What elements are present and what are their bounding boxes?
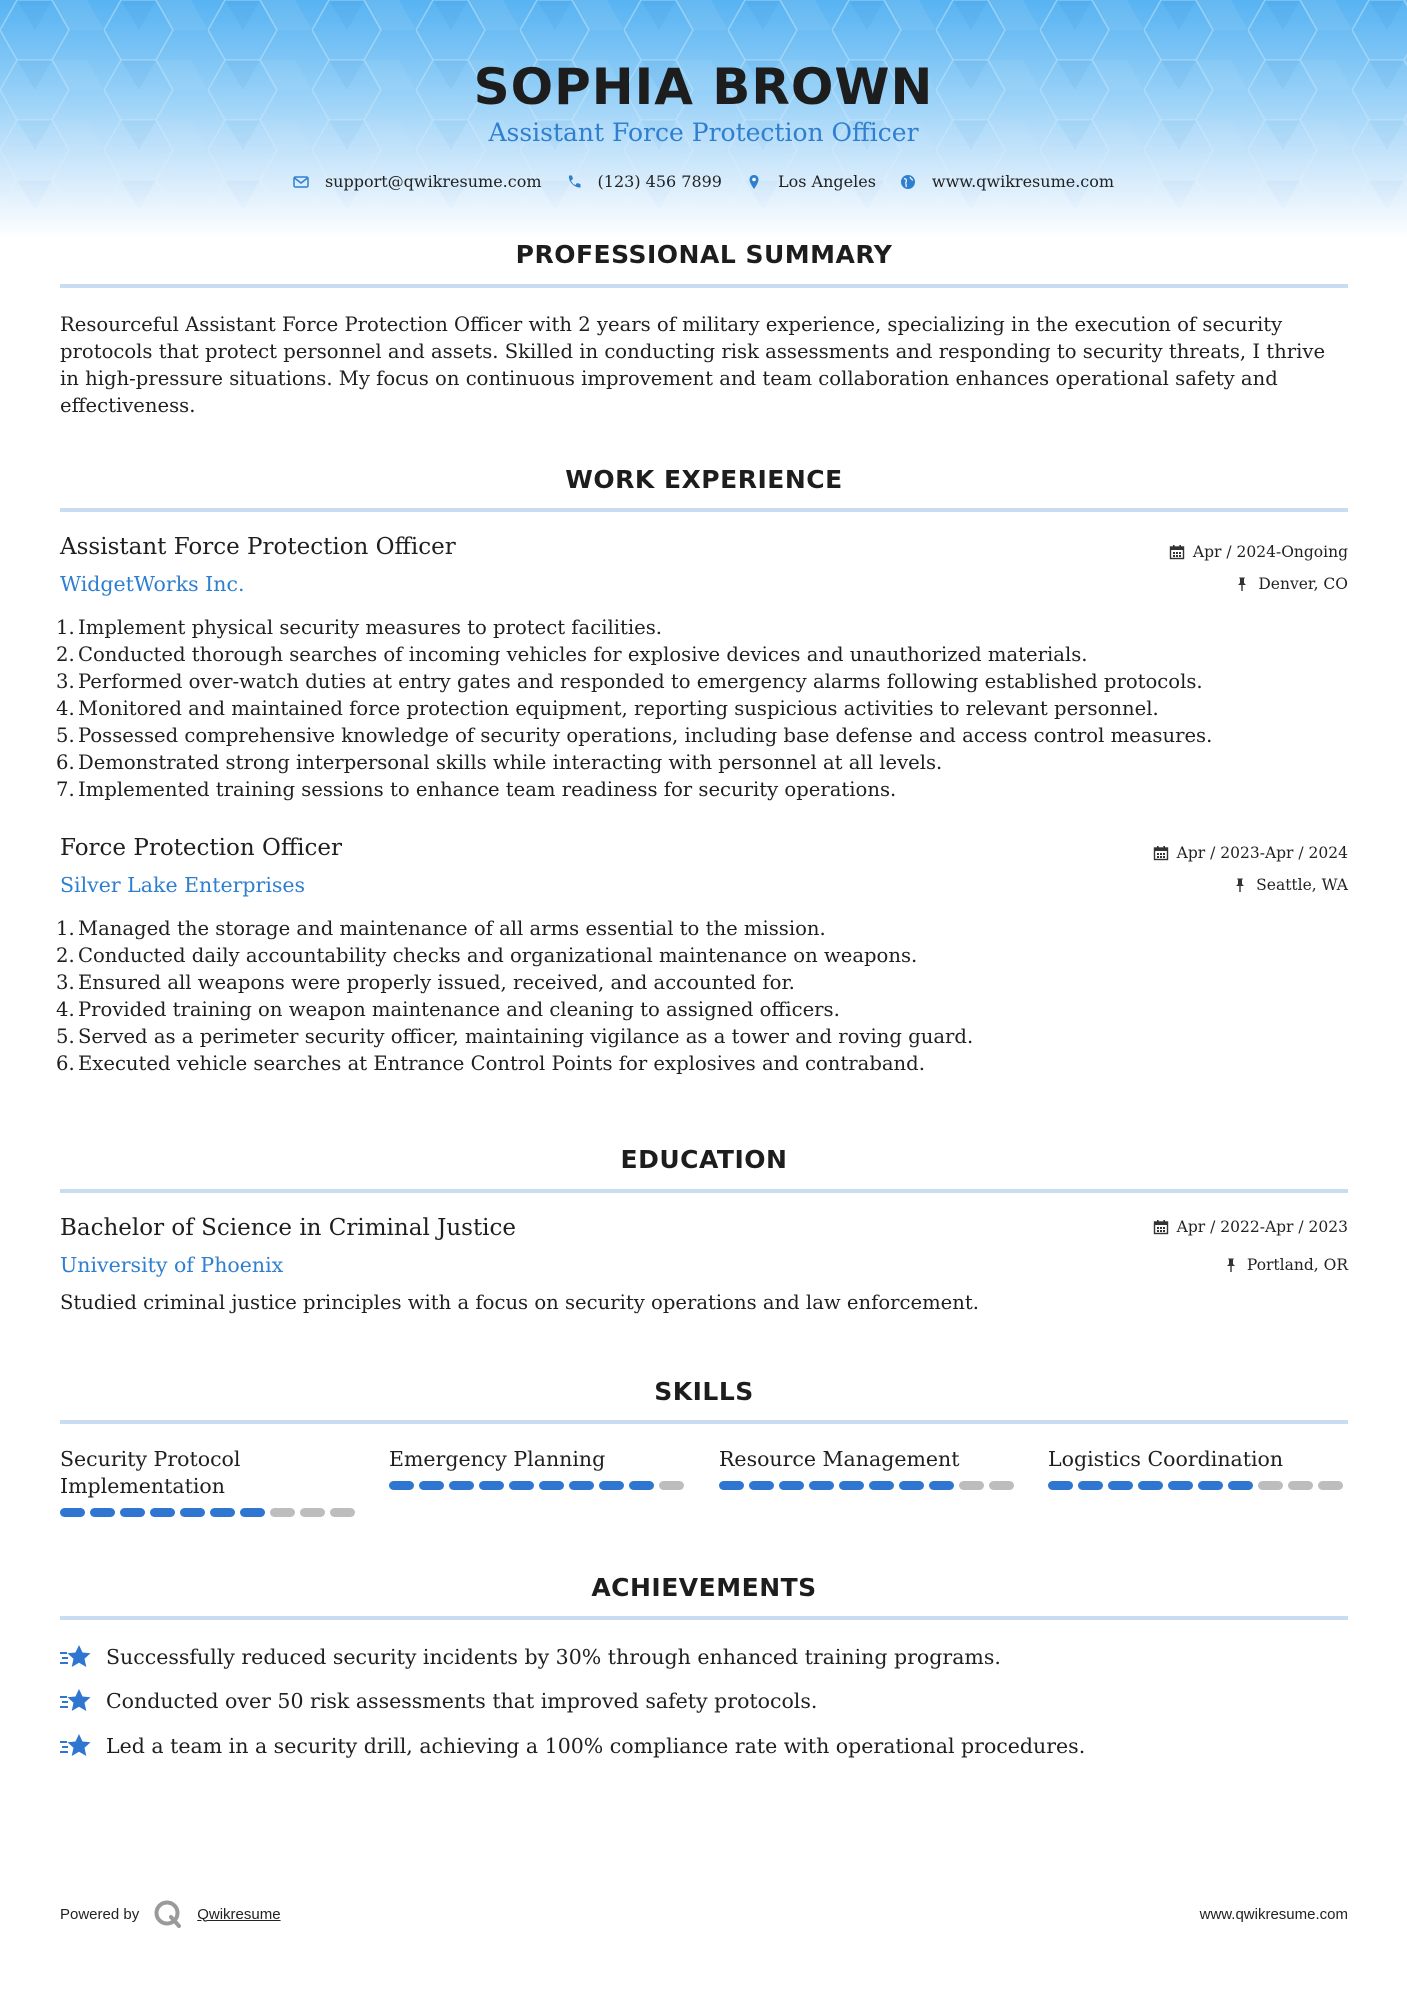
skill-segment-filled bbox=[539, 1481, 564, 1490]
list-item: 3. Performed over-watch duties at entry gates and responded to emergency alarms following established protocols. bbox=[56, 670, 1203, 693]
skill-segment-empty bbox=[959, 1481, 984, 1490]
calendar-icon bbox=[1153, 1219, 1169, 1235]
skill-segment-filled bbox=[479, 1481, 504, 1490]
achievement-text: Conducted over 50 risk assessments that improved safety protocols. bbox=[106, 1689, 818, 1713]
experience-divider bbox=[60, 508, 1348, 512]
job-title: Force Protection Officer bbox=[60, 835, 343, 861]
contact-location-text: Los Angeles bbox=[777, 172, 876, 191]
skill-segment-empty bbox=[330, 1508, 355, 1517]
summary-text bbox=[60, 311, 1350, 419]
skill-segment-filled bbox=[839, 1481, 864, 1490]
education-location bbox=[1223, 1256, 1348, 1274]
skill-segment-filled bbox=[1108, 1481, 1133, 1490]
achievements-heading: ACHIEVEMENTS bbox=[591, 1573, 817, 1602]
skill-name: Logistics Coordination bbox=[1048, 1447, 1284, 1471]
contact-email-text: support@qwikresume.com bbox=[324, 172, 542, 191]
skill-segment-filled bbox=[1168, 1481, 1193, 1490]
qwikresume-link[interactable]: Qwikresume bbox=[197, 1905, 281, 1923]
skill-segment-empty bbox=[270, 1508, 295, 1517]
skill-item bbox=[389, 1446, 689, 1490]
skill-segment-filled bbox=[749, 1481, 774, 1490]
candidate-name: SOPHIA BROWN bbox=[473, 58, 934, 116]
company-name: Silver Lake Enterprises bbox=[60, 873, 306, 897]
skill-segment-filled bbox=[449, 1481, 474, 1490]
list-item: 1. Implement physical security measures to protect facilities. bbox=[56, 616, 663, 639]
star-icon bbox=[60, 1644, 92, 1670]
skill-segment-filled bbox=[1048, 1481, 1073, 1490]
skill-segment-filled bbox=[869, 1481, 894, 1490]
list-item: 5. Served as a perimeter security officer, maintaining vigilance as a tower and roving guard. bbox=[56, 1025, 974, 1048]
achievement-item bbox=[60, 1688, 817, 1714]
skill-segment-filled bbox=[719, 1481, 744, 1490]
contact-phone-text: (123) 456 7899 bbox=[597, 172, 722, 191]
pushpin-icon bbox=[1232, 877, 1248, 893]
skill-segment-empty bbox=[1318, 1481, 1343, 1490]
list-item: 4. Monitored and maintained force protection equipment, reporting suspicious activities to relevant personnel. bbox=[56, 697, 1159, 720]
map-pin-icon bbox=[746, 174, 762, 190]
education-dates bbox=[1153, 1218, 1348, 1236]
skill-segment-empty bbox=[1288, 1481, 1313, 1490]
footer-branding bbox=[60, 1899, 281, 1929]
skill-segment-filled bbox=[389, 1481, 414, 1490]
skill-segment-empty bbox=[300, 1508, 325, 1517]
skill-segment-filled bbox=[1228, 1481, 1253, 1490]
contact-bar bbox=[0, 172, 1407, 191]
list-item: 3. Ensured all weapons were properly issued, received, and accounted for. bbox=[56, 971, 795, 994]
contact-email[interactable] bbox=[293, 172, 542, 191]
skill-segment-filled bbox=[210, 1508, 235, 1517]
summary-line: Resourceful Assistant Force Protection Officer with 2 years of military experience, specializing in the execution of security bbox=[60, 313, 1283, 336]
list-item: 6. Executed vehicle searches at Entrance Control Points for explosives and contraband. bbox=[56, 1052, 925, 1075]
calendar-icon bbox=[1153, 845, 1169, 861]
skill-segment-empty bbox=[659, 1481, 684, 1490]
list-item: 5. Possessed comprehensive knowledge of security operations, including base defense and access control measures. bbox=[56, 724, 1213, 747]
job-location bbox=[1232, 876, 1348, 894]
skill-segment-filled bbox=[569, 1481, 594, 1490]
skill-segment-filled bbox=[90, 1508, 115, 1517]
skill-level-bar bbox=[389, 1481, 689, 1490]
summary-heading: PROFESSIONAL SUMMARY bbox=[515, 240, 893, 269]
achievement-text: Led a team in a security drill, achieving a 100% compliance rate with operational procedures. bbox=[106, 1734, 1086, 1758]
skills-divider bbox=[60, 1420, 1348, 1424]
summary-line: protocols that protect personnel and assets. Skilled in conducting risk assessments and responding to security threats, I thrive bbox=[60, 340, 1326, 363]
contact-website[interactable] bbox=[900, 172, 1114, 191]
skill-segment-empty bbox=[989, 1481, 1014, 1490]
job-title: Assistant Force Protection Officer bbox=[60, 534, 456, 560]
skill-segment-filled bbox=[180, 1508, 205, 1517]
contact-phone[interactable] bbox=[566, 172, 722, 191]
skill-segment-filled bbox=[240, 1508, 265, 1517]
list-item: 2. Conducted thorough searches of incoming vehicles for explosive devices and unauthorized materials. bbox=[56, 643, 1088, 666]
pushpin-icon bbox=[1234, 576, 1250, 592]
skill-segment-filled bbox=[779, 1481, 804, 1490]
job-bullets bbox=[56, 614, 1346, 803]
achievement-item bbox=[60, 1733, 1085, 1759]
skill-name: Emergency Planning bbox=[389, 1447, 606, 1471]
skill-segment-filled bbox=[120, 1508, 145, 1517]
job-dates-text: Apr / 2023-Apr / 2024 bbox=[1176, 844, 1348, 862]
education-dates-text: Apr / 2022-Apr / 2023 bbox=[1176, 1218, 1348, 1236]
skill-segment-filled bbox=[929, 1481, 954, 1490]
list-item: 7. Implemented training sessions to enhance team readiness for security operations. bbox=[56, 778, 897, 801]
skill-segment-filled bbox=[899, 1481, 924, 1490]
skill-segment-filled bbox=[1198, 1481, 1223, 1490]
job-dates bbox=[1169, 543, 1348, 561]
skill-item bbox=[719, 1446, 1019, 1490]
calendar-icon bbox=[1169, 544, 1185, 560]
skill-segment-filled bbox=[629, 1481, 654, 1490]
achievement-text: Successfully reduced security incidents by 30% through enhanced training programs. bbox=[106, 1645, 1001, 1669]
job-location-text: Denver, CO bbox=[1258, 575, 1348, 593]
qwikresume-logo-icon bbox=[153, 1899, 183, 1929]
globe-icon bbox=[900, 174, 916, 190]
pushpin-icon bbox=[1223, 1257, 1239, 1273]
achievement-item bbox=[60, 1644, 1001, 1670]
candidate-title: Assistant Force Protection Officer bbox=[488, 118, 919, 147]
contact-website-text: www.qwikresume.com bbox=[931, 172, 1115, 191]
skill-name: Resource Management bbox=[719, 1447, 960, 1471]
education-description: Studied criminal justice principles with a focus on security operations and law enforcement. bbox=[60, 1291, 979, 1314]
summary-line: effectiveness. bbox=[60, 394, 196, 417]
job-location-text: Seattle, WA bbox=[1256, 876, 1348, 894]
skill-segment-filled bbox=[1138, 1481, 1163, 1490]
skills-heading: SKILLS bbox=[654, 1377, 754, 1406]
skill-segment-filled bbox=[1078, 1481, 1103, 1490]
skill-segment-filled bbox=[599, 1481, 624, 1490]
degree-title: Bachelor of Science in Criminal Justice bbox=[60, 1215, 517, 1241]
education-divider bbox=[60, 1189, 1348, 1193]
skill-segment-filled bbox=[419, 1481, 444, 1490]
skill-segment-filled bbox=[150, 1508, 175, 1517]
summary-line: in high-pressure situations. My focus on continuous improvement and team collaboration enhances operational safety and bbox=[60, 367, 1278, 390]
star-icon bbox=[60, 1688, 92, 1714]
powered-by-label: Powered by bbox=[60, 1905, 140, 1923]
job-bullets bbox=[56, 915, 1346, 1077]
list-item: 2. Conducted daily accountability checks and organizational maintenance on weapons. bbox=[56, 944, 918, 967]
summary-divider bbox=[60, 284, 1348, 288]
job-location bbox=[1234, 575, 1348, 593]
education-heading: EDUCATION bbox=[620, 1145, 788, 1174]
footer-url[interactable]: www.qwikresume.com bbox=[1199, 1906, 1348, 1923]
skill-level-bar bbox=[60, 1508, 360, 1517]
skill-segment-filled bbox=[509, 1481, 534, 1490]
school-name: University of Phoenix bbox=[60, 1253, 284, 1277]
company-name: WidgetWorks Inc. bbox=[60, 572, 245, 596]
experience-heading: WORK EXPERIENCE bbox=[565, 465, 843, 494]
skill-segment-filled bbox=[60, 1508, 85, 1517]
skill-item bbox=[1048, 1446, 1348, 1490]
list-item: 4. Provided training on weapon maintenance and cleaning to assigned officers. bbox=[56, 998, 840, 1021]
achievements-divider bbox=[60, 1616, 1348, 1620]
skill-segment-empty bbox=[1258, 1481, 1283, 1490]
star-icon bbox=[60, 1733, 92, 1759]
list-item: 6. Demonstrated strong interpersonal skills while interacting with personnel at all levels. bbox=[56, 751, 943, 774]
education-location-text: Portland, OR bbox=[1246, 1256, 1348, 1274]
skill-item bbox=[60, 1446, 360, 1517]
phone-icon bbox=[566, 174, 582, 190]
job-dates-text: Apr / 2024-Ongoing bbox=[1192, 543, 1348, 561]
list-item: 1. Managed the storage and maintenance of all arms essential to the mission. bbox=[56, 917, 826, 940]
envelope-icon bbox=[293, 174, 309, 190]
skill-segment-filled bbox=[809, 1481, 834, 1490]
skill-level-bar bbox=[1048, 1481, 1348, 1490]
skill-name: Security Protocol Implementation bbox=[60, 1447, 241, 1498]
job-dates bbox=[1153, 844, 1348, 862]
contact-location bbox=[746, 172, 876, 191]
skill-level-bar bbox=[719, 1481, 1019, 1490]
